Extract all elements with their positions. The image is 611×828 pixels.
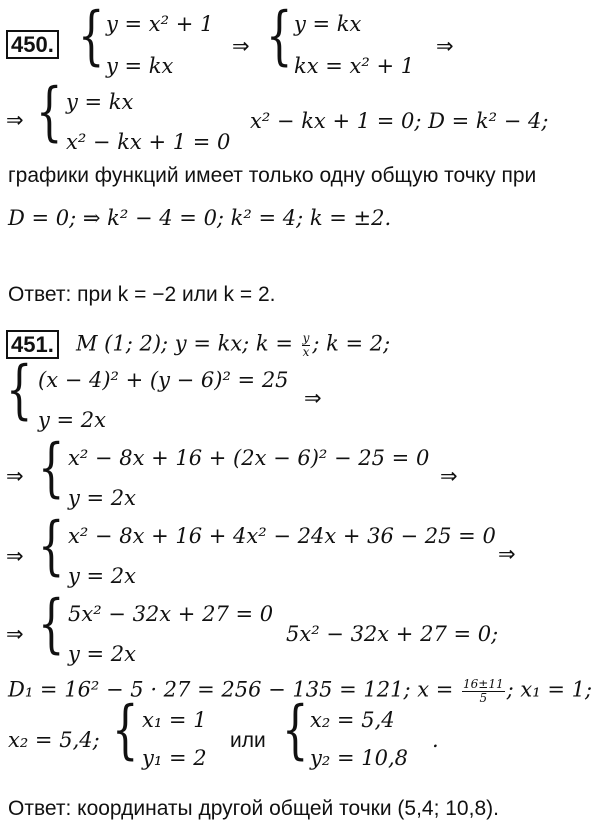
- root-value: x₂ = 5,4;: [8, 728, 100, 752]
- problem-number-451: 451.: [6, 330, 59, 359]
- equation: kx = x² + 1: [294, 54, 415, 78]
- text-line: графики функций имеет только одну общую точку при: [8, 164, 537, 187]
- discriminant-part: ; x₁ = 1;: [506, 677, 593, 702]
- equation: y = kx: [294, 12, 362, 36]
- system-brace: {: [282, 693, 309, 767]
- system-brace: {: [266, 0, 293, 73]
- equation-line: x² − kx + 1 = 0; D = k² − 4;: [250, 109, 549, 133]
- or-word: или: [230, 729, 266, 752]
- fraction-denominator: 5: [479, 690, 488, 705]
- equation: x₂ = 5,4: [310, 708, 395, 732]
- implies-arrow: ⇒: [498, 542, 516, 566]
- fraction-denominator: x: [302, 344, 310, 359]
- system-brace: {: [38, 587, 65, 661]
- implies-arrow: ⇒: [6, 544, 24, 568]
- equation: 5x² − 32x + 27 = 0: [68, 602, 274, 626]
- equation: y = x² + 1: [106, 12, 214, 36]
- fraction-numerator: y: [302, 331, 310, 345]
- equation: y = 2x: [68, 564, 137, 588]
- system-brace: {: [36, 75, 63, 149]
- system-brace: {: [112, 693, 139, 767]
- discriminant-part: D₁ = 16² − 5 · 27 = 256 − 135 = 121; x =: [8, 677, 461, 702]
- system-brace: {: [38, 431, 65, 505]
- implies-arrow: ⇒: [440, 464, 458, 488]
- implies-arrow: ⇒: [304, 386, 322, 410]
- answer-line: Ответ: координаты другой общей точки (5,4; 10,8).: [8, 797, 499, 820]
- period: .: [432, 728, 439, 752]
- header-part: ; k = 2;: [312, 331, 391, 356]
- answer-line: Ответ: при k = −2 или k = 2.: [8, 283, 276, 306]
- equation: x² − 8x + 16 + (2x − 6)² − 25 = 0: [68, 446, 430, 470]
- equation: y = 2x: [38, 408, 107, 432]
- equation: y₁ = 2: [142, 746, 207, 770]
- fraction-numerator: 16±11: [463, 677, 504, 691]
- implies-arrow: ⇒: [6, 464, 24, 488]
- problem-number-450: 450.: [6, 30, 59, 59]
- header-line: [76, 332, 390, 358]
- fraction: [302, 332, 311, 358]
- header-part: M (1; 2); y = kx; k =: [76, 331, 300, 356]
- equation: x² − 8x + 16 + 4x² − 24x + 36 − 25 = 0: [68, 524, 496, 548]
- equation: y = 2x: [68, 642, 137, 666]
- equation: (x − 4)² + (y − 6)² = 25: [38, 368, 289, 392]
- equation: y = kx: [66, 90, 134, 114]
- equation: y₂ = 10,8: [310, 746, 408, 770]
- equation: y = 2x: [68, 486, 137, 510]
- fraction: [462, 678, 505, 704]
- implies-arrow: ⇒: [6, 108, 24, 132]
- equation-line: 5x² − 32x + 27 = 0;: [286, 622, 499, 646]
- implies-arrow: ⇒: [6, 622, 24, 646]
- system-brace: {: [78, 0, 105, 73]
- implies-arrow: ⇒: [232, 34, 250, 58]
- system-brace: {: [6, 353, 33, 427]
- system-brace: {: [38, 509, 65, 583]
- equation: x₁ = 1: [142, 708, 207, 732]
- equation: x² − kx + 1 = 0: [66, 130, 231, 154]
- equation-line: D = 0; ⇒ k² − 4 = 0; k² = 4; k = ±2.: [8, 206, 392, 230]
- implies-arrow: ⇒: [436, 34, 454, 58]
- equation: y = kx: [106, 54, 174, 78]
